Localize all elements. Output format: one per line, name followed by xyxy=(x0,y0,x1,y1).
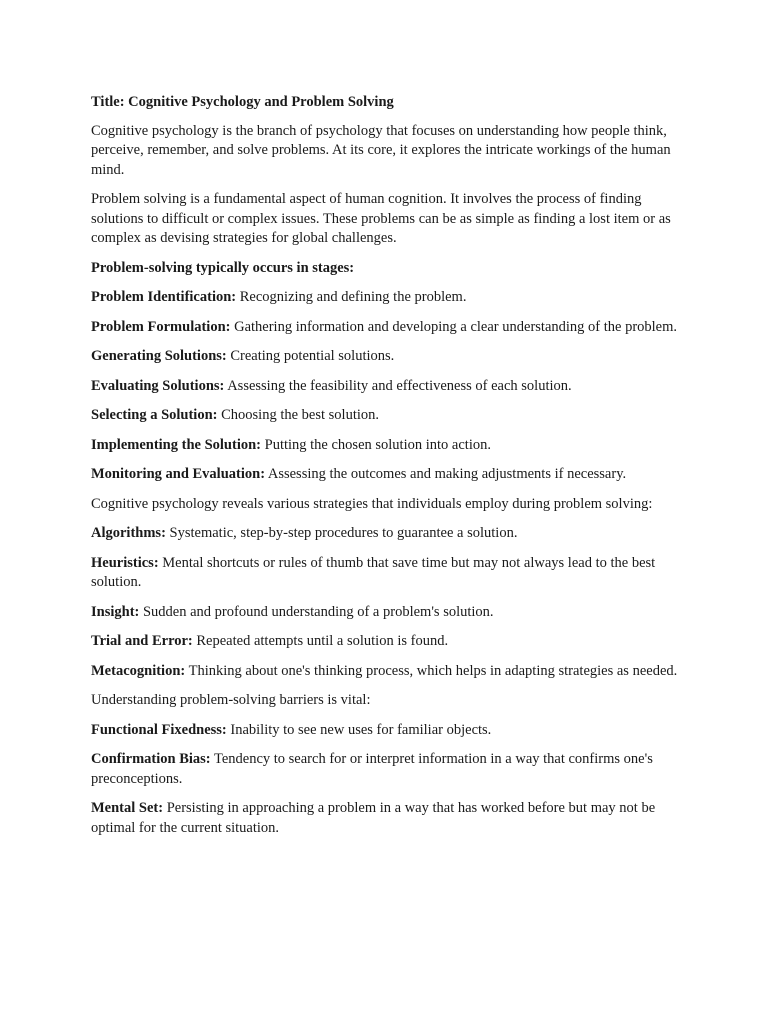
stage-description: Assessing the feasibility and effectiveness of each solution. xyxy=(224,377,572,394)
intro-paragraph: Problem solving is a fundamental aspect of human cognition. It involves the process of finding solutions to difficult or complex issues. These problems can be as simple as finding a lost item or as complex as devising strategies for global challenges. xyxy=(91,191,671,246)
intro-paragraph: Cognitive psychology is the branch of psychology that focuses on understanding how people think, perceive, remember, and solve problems. At its core, it explores the intricate workings of the human mind. xyxy=(91,122,671,178)
stage-term: Implementing the Solution: xyxy=(91,436,261,453)
barrier-item xyxy=(91,750,681,789)
stage-term: Problem Formulation: xyxy=(91,318,231,335)
stage-description: Assessing the outcomes and making adjustments if necessary. xyxy=(265,466,627,482)
strategy-description: Mental shortcuts or rules of thumb that save time but may not always lead to the best solution. xyxy=(91,554,656,590)
strategy-item xyxy=(91,603,681,623)
stage-item xyxy=(91,436,681,456)
stage-term: Selecting a Solution: xyxy=(91,407,218,423)
stage-description: Gathering information and developing a clear understanding of the problem. xyxy=(230,318,678,335)
stage-item xyxy=(91,288,681,308)
strategy-description: Thinking about one's thinking process, which helps in adapting strategies as needed. xyxy=(185,662,678,679)
barrier-item xyxy=(91,799,681,838)
barrier-description: Inability to see new uses for familiar objects. xyxy=(226,721,492,738)
strategy-description: Sudden and profound understanding of a problem's solution. xyxy=(139,603,494,620)
stage-item xyxy=(91,347,681,367)
barrier-description: Tendency to search for or interpret information in a way that confirms one's preconceptions. xyxy=(91,751,653,787)
strategy-term: Heuristics: xyxy=(91,554,159,571)
strategy-item xyxy=(91,524,681,544)
stage-description: Choosing the best solution. xyxy=(217,407,380,423)
barrier-term: Confirmation Bias: xyxy=(91,751,211,767)
strategy-term: Algorithms: xyxy=(91,525,166,541)
strategy-term: Trial and Error: xyxy=(91,633,193,649)
document-title-text: Title: Cognitive Psychology and Problem Solving xyxy=(91,94,394,110)
stage-term: Problem Identification: xyxy=(91,289,237,305)
stages-heading-text: Problem-solving typically occurs in stages: xyxy=(91,259,355,276)
strategy-term: Insight: xyxy=(91,603,140,620)
stage-term: Evaluating Solutions: xyxy=(91,377,225,394)
stage-item xyxy=(91,465,681,485)
barrier-item xyxy=(91,721,681,741)
stage-description: Creating potential solutions. xyxy=(226,348,395,364)
strategy-term: Metacognition: xyxy=(91,662,186,679)
barriers-intro: Understanding problem-solving barriers is vital: xyxy=(91,692,371,708)
strategy-description: Systematic, step-by-step procedures to guarantee a solution. xyxy=(165,525,518,541)
strategy-description: Repeated attempts until a solution is found. xyxy=(192,633,449,649)
stage-term: Monitoring and Evaluation: xyxy=(91,466,266,482)
document-title xyxy=(91,93,681,113)
strategy-item xyxy=(91,662,681,682)
stage-description: Recognizing and defining the problem. xyxy=(236,289,467,305)
stages-heading xyxy=(91,259,681,279)
strategies-intro: Cognitive psychology reveals various strategies that individuals employ during problem solving: xyxy=(91,495,653,512)
barrier-term: Mental Set: xyxy=(91,800,164,816)
stage-item xyxy=(91,406,681,426)
document-page xyxy=(91,90,681,848)
stage-item xyxy=(91,318,681,338)
strategy-item xyxy=(91,554,681,593)
stage-item xyxy=(91,377,681,397)
barrier-description: Persisting in approaching a problem in a way that has worked before but may not be optimal for the current situation. xyxy=(91,800,656,836)
stage-term: Generating Solutions: xyxy=(91,348,227,364)
barrier-term: Functional Fixedness: xyxy=(91,721,227,738)
stage-description: Putting the chosen solution into action. xyxy=(261,436,491,453)
strategy-item xyxy=(91,632,681,652)
